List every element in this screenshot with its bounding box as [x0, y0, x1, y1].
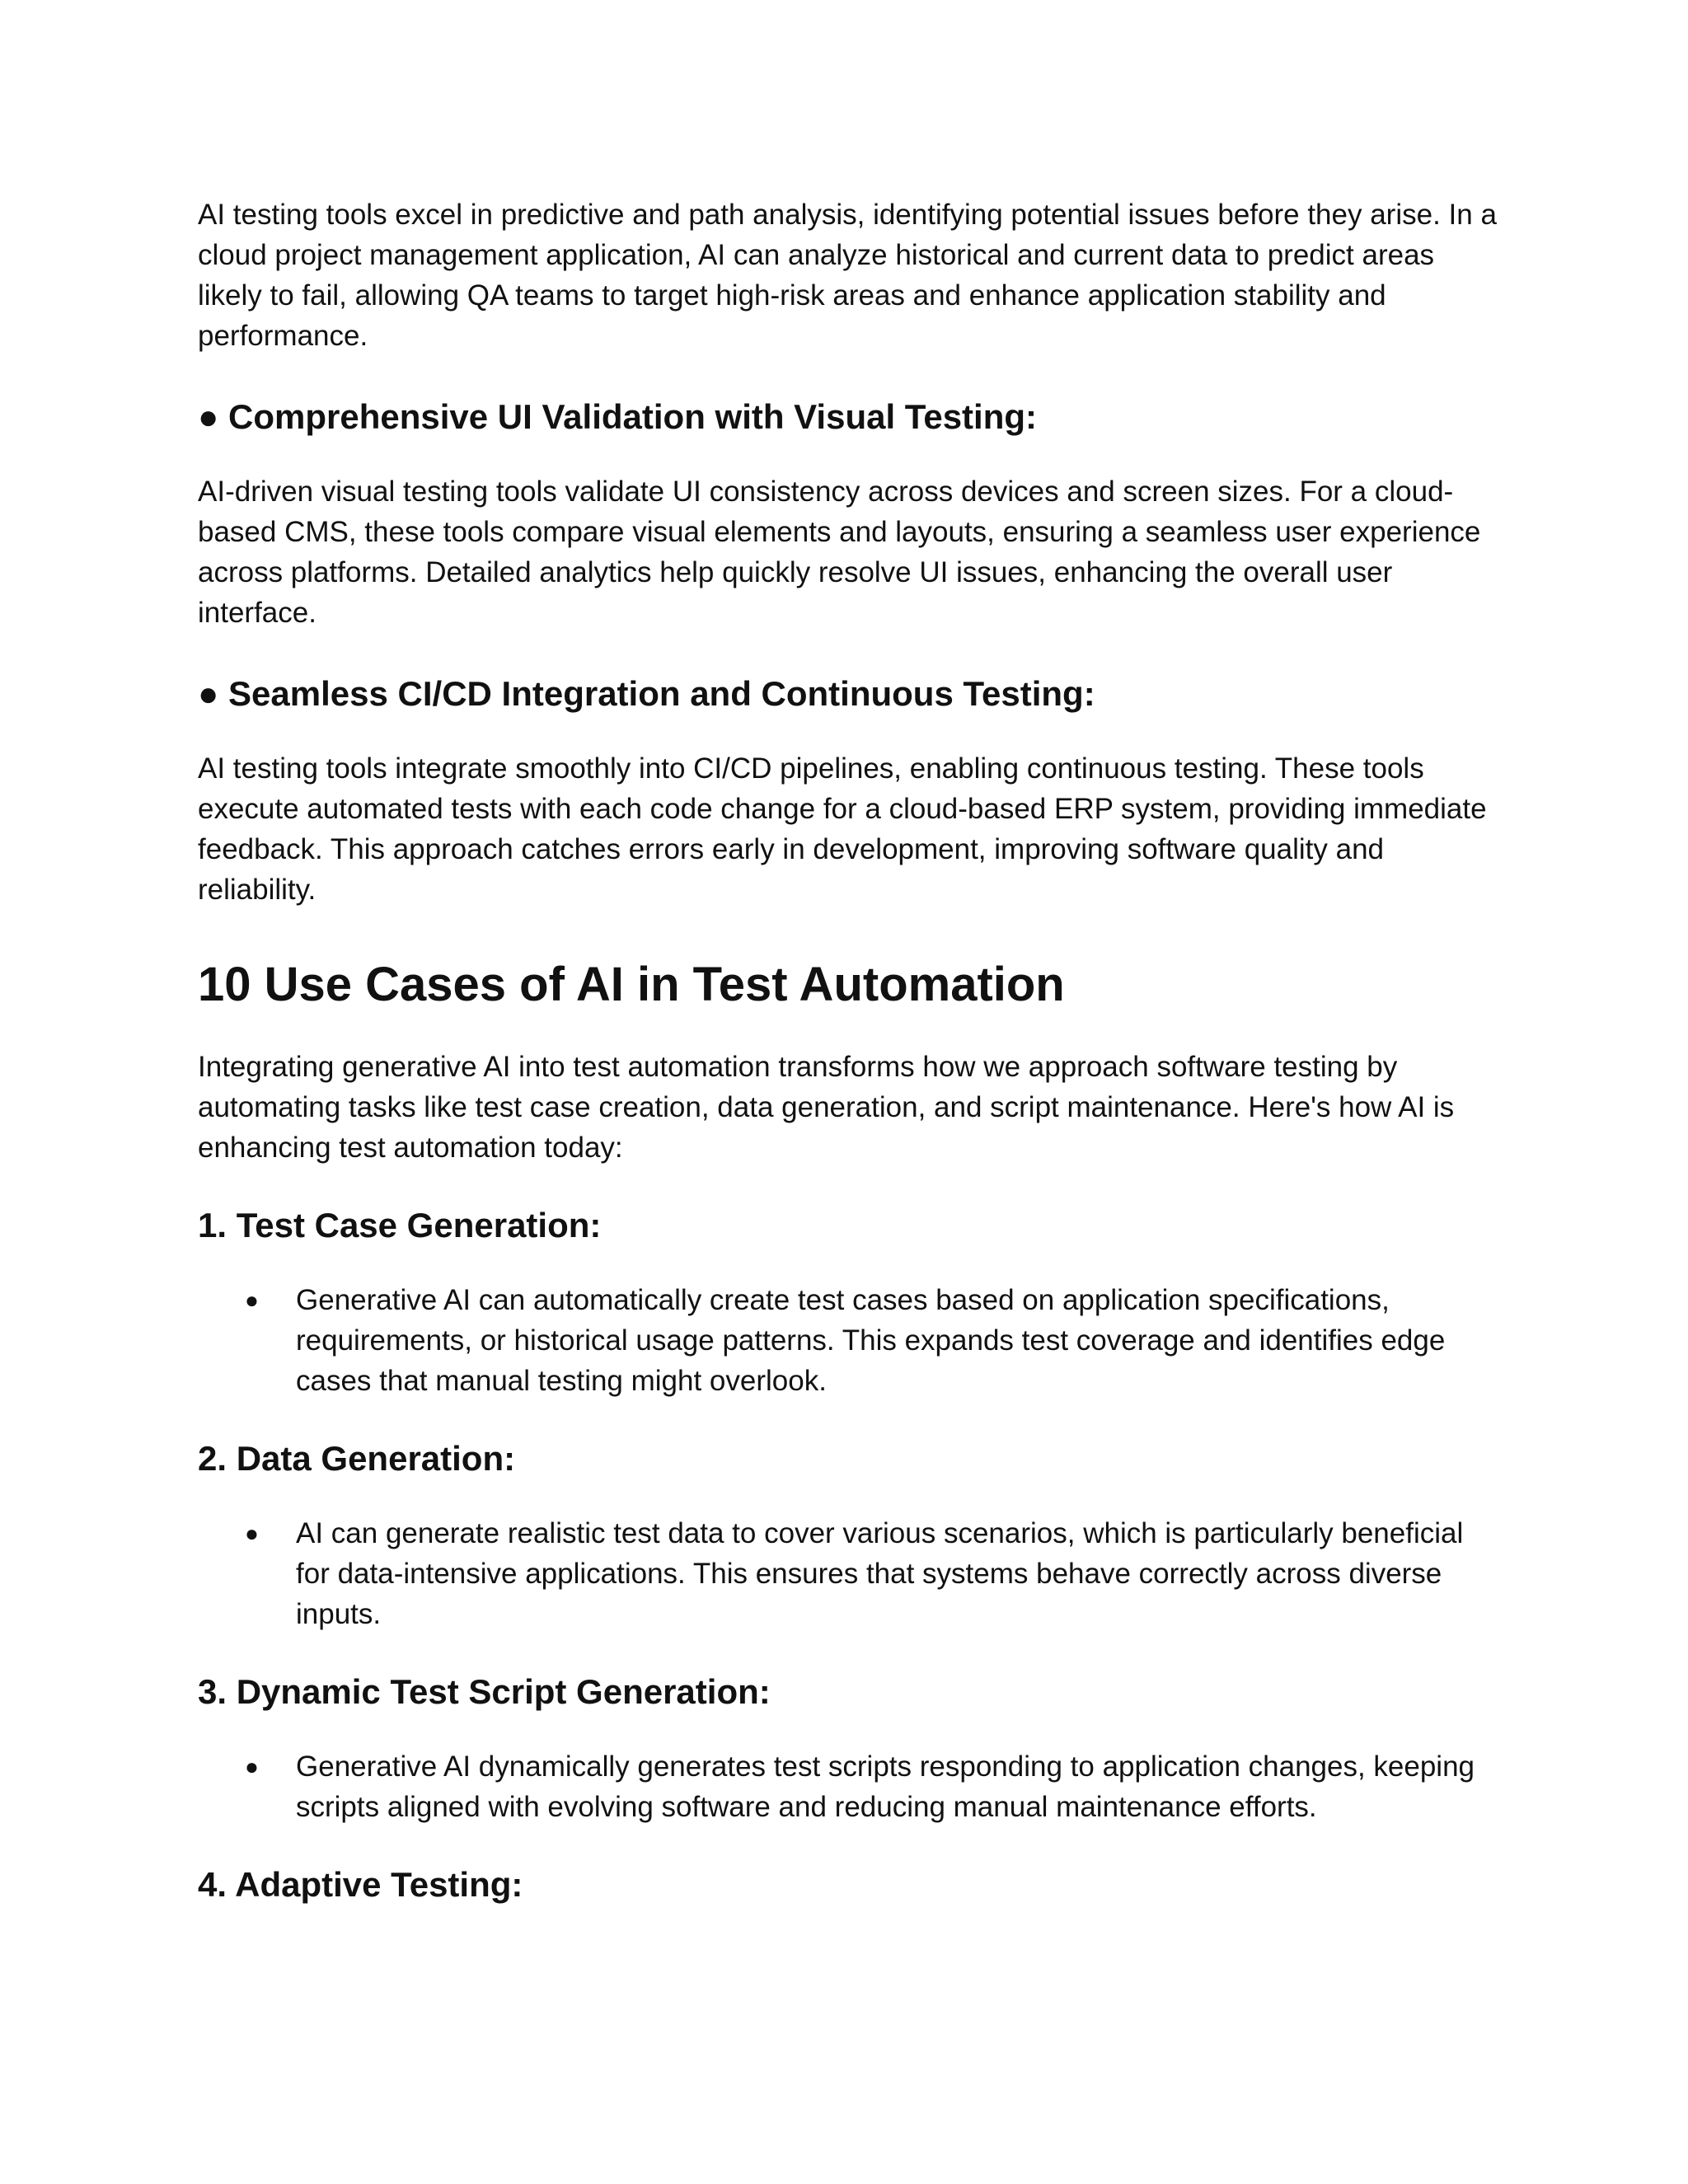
- main-heading: 10 Use Cases of AI in Test Automation: [198, 958, 1065, 1011]
- use-case-bullet-1: Generative AI can automatically create test cases based on application specifications, requirements, or historical usage patterns. This expands test coverage and identifies edge cases that manual testing might overlook.: [296, 1284, 1446, 1397]
- bullet-icon: ●: [245, 1521, 259, 1546]
- main-intro-paragraph: Integrating generative AI into test automation transforms how we approach software testing by automating tasks like test case creation, data generation, and script maintenance. Here's how AI is enhancing test automation today:: [198, 1051, 1455, 1164]
- bullet-icon: ●: [245, 1287, 259, 1313]
- use-case-heading-3: 3. Dynamic Test Script Generation:: [198, 1672, 771, 1711]
- section-body-cicd: AI testing tools integrate smoothly into CI/CD pipelines, enabling continuous testing. These tools execute automated tests with each code change for a cloud-based ERP system, providing immediate feedback. This approach catches errors early in development, improving software quality and reliability.: [198, 752, 1487, 906]
- use-case-heading-2: 2. Data Generation:: [198, 1439, 516, 1478]
- use-case-bullet-2: AI can generate realistic test data to cover various scenarios, which is particularly beneficial for data-intensive applications. This ensures that systems behave correctly across diverse inputs.: [296, 1517, 1464, 1630]
- use-case-bullet-3: Generative AI dynamically generates test scripts responding to application changes, keeping scripts aligned with evolving software and reducing manual maintenance efforts.: [296, 1750, 1475, 1823]
- list-item: [198, 1513, 1500, 1634]
- use-case-heading-1: 1. Test Case Generation:: [198, 1206, 602, 1244]
- section-heading-cicd: ● Seamless CI/CD Integration and Continuous Testing:: [198, 674, 1095, 713]
- intro-paragraph: AI testing tools excel in predictive and path analysis, identifying potential issues before they arise. In a cloud project management application, AI can analyze historical and current data to predict areas likely to fail, allowing QA teams to target high-risk areas and enhance application stability and performance.: [198, 199, 1497, 352]
- section-heading-ui-validation: ● Comprehensive UI Validation with Visual Testing:: [198, 397, 1038, 436]
- list-item: [198, 1746, 1500, 1827]
- section-body-ui-validation: AI-driven visual testing tools validate UI consistency across devices and screen sizes. For a cloud-based CMS, these tools compare visual elements and layouts, ensuring a seamless user experience across platforms. Detailed analytics help quickly resolve UI issues, enhancing the overall user interface.: [198, 476, 1481, 629]
- list-item: [198, 1280, 1500, 1401]
- document-content: [198, 194, 1500, 1906]
- use-case-heading-4: 4. Adaptive Testing:: [198, 1865, 523, 1904]
- bullet-icon: ●: [245, 1754, 259, 1779]
